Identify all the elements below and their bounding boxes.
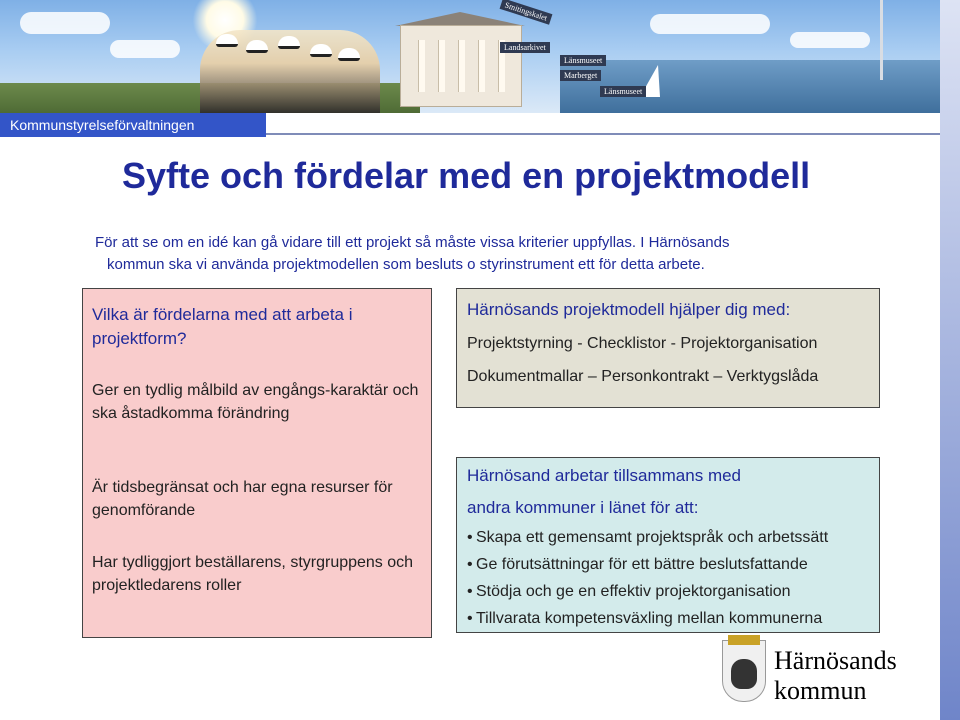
building-roof — [395, 12, 525, 26]
bullet-text: Ge förutsättningar för ett bättre beslutsfattande — [476, 556, 808, 573]
list-item — [467, 605, 828, 632]
logo-text-line-2: kommun — [774, 676, 867, 705]
list-item — [467, 551, 828, 578]
bullet-text: Skapa ett gemensamt projektspråk och arbetssätt — [476, 529, 829, 546]
intro-text — [95, 232, 855, 276]
slide-title: Syfte och fördelar med en projektmodell — [122, 155, 811, 196]
benefits-heading: Vilka är fördelarna med att arbeta i projektform? — [92, 305, 353, 348]
cloud — [110, 40, 180, 58]
building-column — [438, 40, 445, 92]
header-divider — [266, 133, 940, 135]
cooperation-subheading: andra kommuner i länet för att: — [467, 498, 699, 517]
benefits-box — [82, 288, 432, 638]
project-model-box — [456, 288, 880, 408]
bullet-icon: • — [467, 610, 473, 627]
cooperation-heading: Härnösand arbetar tillsammans med — [467, 466, 742, 485]
bridge — [880, 0, 940, 80]
list-item — [467, 524, 828, 551]
building-column — [458, 40, 465, 92]
student-cap-icon — [246, 40, 268, 53]
signpost-sign: Marberget — [560, 70, 601, 81]
intro-line-2: kommun ska vi använda projektmodellen som besluts o styrinstrument ett för detta arbete. — [107, 256, 705, 273]
bullet-text: Tillvarata kompetensväxling mellan kommunerna — [476, 610, 823, 627]
student-cap-icon — [278, 36, 300, 49]
student-cap-icon — [338, 48, 360, 61]
benefit-item: Har tydliggjort beställarens, styrgruppens och projektledarens roller — [92, 554, 414, 594]
logo-text-line-1: Härnösands — [774, 646, 897, 675]
signpost-sign: Landsarkivet — [500, 42, 550, 53]
benefit-item: Är tidsbegränsat och har egna resurser för genomförande — [92, 479, 393, 519]
student-cap-icon — [310, 44, 332, 57]
crown-icon — [728, 635, 760, 645]
project-model-heading: Härnösands projektmodell hjälper dig med: — [467, 300, 791, 319]
cooperation-box — [456, 457, 880, 633]
benefit-item: Ger en tydlig målbild av engångs-karaktär och ska åstadkomma förändring — [92, 382, 419, 422]
intro-line-1: För att se om en idé kan gå vidare till ett projekt så måste vissa kriterier uppfyllas. I Härnösands — [95, 234, 730, 251]
municipality-logo — [722, 640, 912, 712]
beaver-icon — [731, 659, 757, 689]
cloud — [20, 12, 110, 34]
signpost-sign: Smitingskalet — [500, 0, 553, 25]
signpost-sign: Länsmuseet — [600, 86, 646, 97]
bullet-text: Stödja och ge en effektiv projektorganisation — [476, 583, 791, 600]
signpost-sign: Länsmuseet — [560, 55, 606, 66]
student-cap-icon — [216, 34, 238, 47]
cloud — [790, 32, 870, 48]
cloud — [650, 14, 770, 34]
decorative-side-bar — [940, 0, 960, 720]
bullet-icon: • — [467, 529, 473, 546]
project-model-line: Dokumentmallar – Personkontrakt – Verktygslåda — [467, 368, 819, 385]
beaver-coat-of-arms-icon — [722, 640, 766, 702]
organization-name: Kommunstyrelseförvaltningen — [0, 113, 266, 137]
building-column — [418, 40, 425, 92]
cooperation-bullet-list — [467, 524, 828, 632]
bullet-icon: • — [467, 583, 473, 600]
list-item — [467, 578, 828, 605]
project-model-line: Projektstyrning - Checklistor - Projektorganisation — [467, 335, 818, 352]
header-photo-banner — [0, 0, 940, 113]
building-column — [478, 40, 485, 92]
bullet-icon: • — [467, 556, 473, 573]
